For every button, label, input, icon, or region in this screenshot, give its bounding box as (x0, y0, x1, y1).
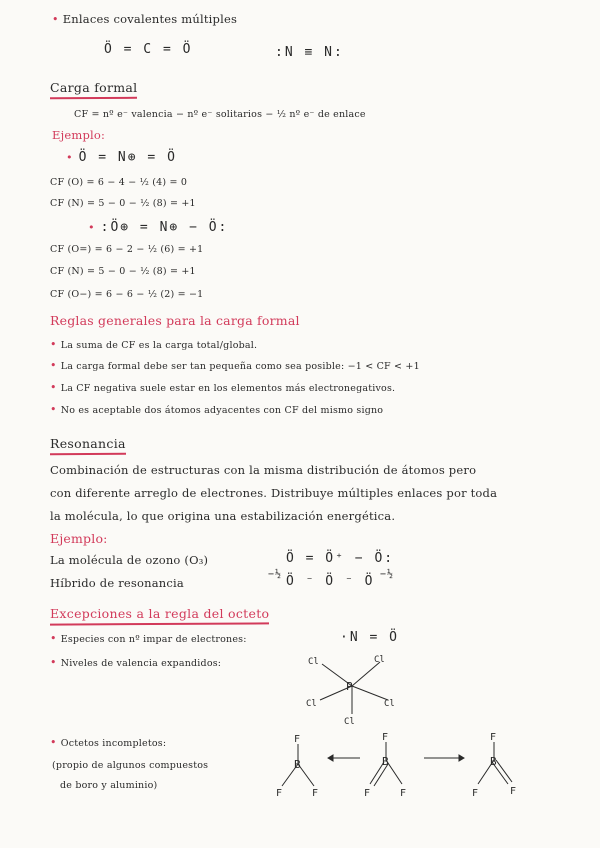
regla-item-1 (50, 338, 257, 351)
intro-text: Enlaces covalentes múltiples (62, 12, 238, 26)
calc1-row-2: CF (N) = 5 − 0 − ½ (8) = +1 (50, 198, 196, 209)
struct1-text: Ö = N⊕ = Ö (78, 150, 177, 165)
resonance-arrows (328, 755, 464, 761)
hibrido-charge-right: −½ (380, 569, 395, 580)
ozono-label: La molécula de ozono (O₃) (50, 553, 209, 567)
resonancia-heading (50, 436, 126, 451)
regla-text: La CF negativa suele estar en los elementos más electronegativos. (60, 383, 396, 394)
cl-atom: Cl (344, 717, 355, 727)
bullet-dot: • (50, 736, 57, 749)
resonancia-text-1: Combinación de estructuras con la misma distribución de átomos pero (50, 463, 477, 477)
excepcion-item-3 (50, 736, 166, 749)
b-atom: B (382, 755, 389, 768)
no2-structure-2 (88, 220, 228, 235)
bullet-dot: • (50, 359, 57, 372)
struct2-text: :Ö⊕ = N⊕ − Ö: (100, 220, 229, 235)
f-atom: F (294, 734, 301, 745)
excepcion-item-1 (50, 632, 247, 645)
octetos-note-1: (propio de algunos compuestos (52, 760, 209, 771)
excepciones-heading-text: Excepciones a la regla del octeto (50, 606, 270, 621)
regla-item-4 (50, 403, 383, 416)
regla-text: No es aceptable dos átomos adyacentes con CF del mismo signo (60, 405, 384, 416)
pcl5-structure (300, 648, 410, 728)
bullet-dot: • (50, 338, 57, 351)
no-structure: ·N = Ö (340, 630, 399, 645)
bullet-dot: • (88, 221, 97, 234)
bf3-bonds (282, 742, 512, 786)
calc2-row-1: CF (O=) = 6 − 2 − ½ (6) = +1 (50, 244, 204, 255)
f-atom: F (312, 788, 319, 799)
octetos-note-2: de boro y aluminio) (60, 780, 158, 791)
f-atom: F (400, 788, 407, 799)
co2-structure: Ö = C = Ö (104, 42, 193, 57)
b-atom: B (490, 755, 497, 768)
f-atom: F (510, 786, 517, 797)
regla-item-3 (50, 381, 395, 394)
bullet-dot: • (50, 632, 57, 645)
cl-atom: Cl (306, 699, 317, 709)
f-atom: F (472, 788, 479, 799)
bf3-resonance (268, 730, 548, 810)
f-atom: F (490, 732, 497, 743)
intro-bullet (52, 12, 237, 26)
carga-formal-heading (50, 80, 137, 95)
cf-formula: CF = nº e⁻ valencia − nº e⁻ solitarios − ½ nº e⁻ de enlace (74, 109, 366, 120)
calc2-row-2: CF (N) = 5 − 0 − ½ (8) = +1 (50, 266, 196, 277)
calc2-row-3: CF (O−) = 6 − 6 − ½ (2) = −1 (50, 289, 204, 300)
hibrido-charge-left: −½ (268, 569, 283, 580)
calc1-row-1: CF (O) = 6 − 4 − ½ (4) = 0 (50, 177, 188, 188)
f-atom: F (382, 732, 389, 743)
carga-formal-heading-text: Carga formal (50, 80, 138, 95)
excepciones-heading (50, 606, 269, 621)
b-atom: B (294, 758, 301, 771)
bullet-dot: • (52, 13, 59, 26)
n2-structure: :N ≡ N: (275, 45, 344, 60)
pcl5-center: P (346, 680, 353, 693)
heading-underline (50, 452, 126, 454)
cl-atom: Cl (374, 655, 385, 665)
pcl5-bonds (320, 662, 388, 714)
regla-text: La suma de CF es la carga total/global. (60, 340, 258, 351)
bullet-dot: • (50, 656, 57, 669)
heading-underline (50, 622, 269, 625)
show-through-text (505, 28, 514, 58)
excepcion-text: Octetos incompletos: (60, 738, 167, 749)
cl-atom: Cl (384, 699, 395, 709)
excepcion-text: Niveles de valencia expandidos: (60, 658, 222, 669)
f-atom: F (364, 788, 371, 799)
excepcion-item-2 (50, 656, 221, 669)
ejemplo-label-2: Ejemplo: (50, 531, 108, 546)
resonancia-text-2: con diferente arreglo de electrones. Distribuye múltiples enlaces por toda (50, 486, 498, 500)
cl-atom: Cl (308, 657, 319, 667)
resonancia-heading-text: Resonancia (50, 436, 126, 451)
no2-structure-1 (66, 150, 177, 165)
ozono-structure: Ö = Ö⁺ − Ö: (286, 551, 395, 566)
hibrido-structure: Ö ⁻ Ö ⁻ Ö (286, 574, 375, 589)
f-atom: F (276, 788, 283, 799)
regla-item-2 (50, 359, 420, 372)
bullet-dot: • (50, 381, 57, 394)
bullet-dot: • (50, 403, 57, 416)
ejemplo-label-1: Ejemplo: (52, 128, 106, 142)
reglas-heading: Reglas generales para la carga formal (50, 313, 300, 328)
hibrido-label: Híbrido de resonancia (50, 576, 184, 590)
regla-text: La carga formal debe ser tan pequeña como sea posible: −1 < CF < +1 (60, 361, 420, 372)
resonancia-text-3: la molécula, lo que origina una estabilización energética. (50, 509, 396, 523)
heading-underline (50, 96, 137, 98)
excepcion-text: Especies con nº impar de electrones: (60, 634, 247, 645)
bullet-dot: • (66, 151, 75, 164)
